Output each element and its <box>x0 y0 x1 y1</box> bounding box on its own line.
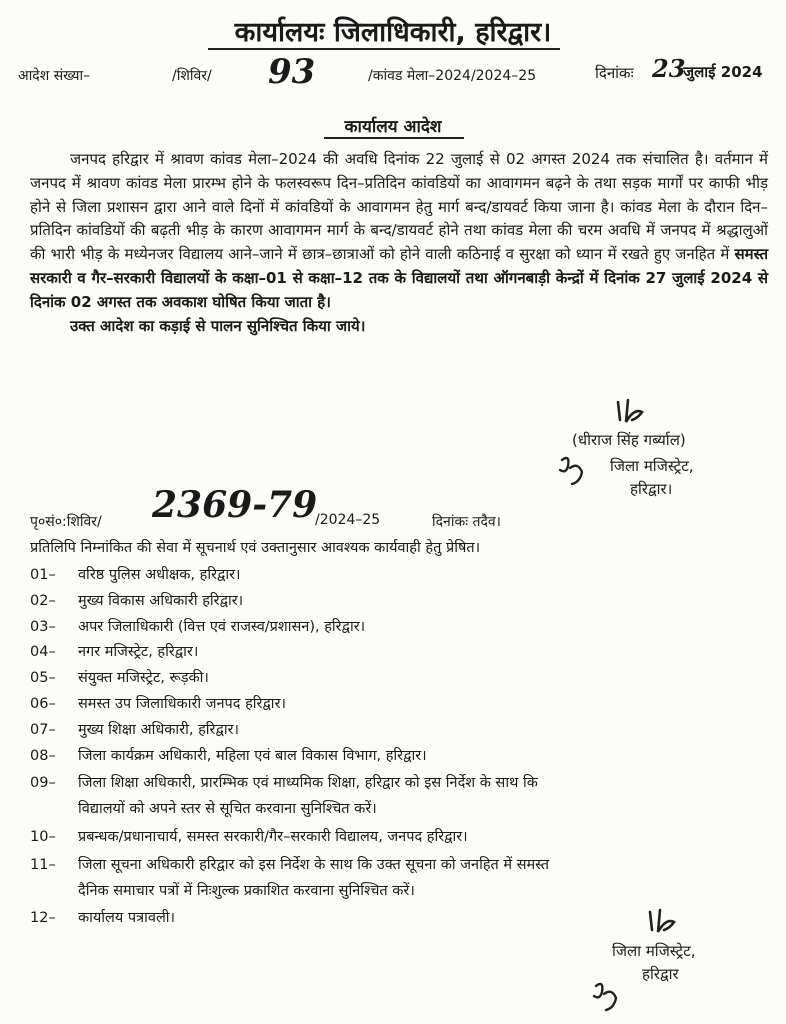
date-label: दिनांकः <box>595 64 634 82</box>
signatory-designation: जिला मजिस्ट्रेट, <box>610 457 694 475</box>
list-item-text: संयुक्त मजिस्ट्रेट, रूड़की। <box>78 670 209 687</box>
handwritten-date-day: 23 <box>652 54 686 83</box>
copy-reference-suffix: /2024–25 <box>315 512 381 528</box>
order-title: कार्यालय आदेश <box>344 117 442 137</box>
copy-intro: प्रतिलिपि निम्नांकित की सेवा में सूचनार्थ एवं उक्तानुसार आवश्यक कार्यवाही हेतु प्रेषित। <box>30 540 481 556</box>
list-item <box>30 589 770 615</box>
order-reference-suffix: /कांवड मेला–2024/2024–25 <box>368 68 537 84</box>
list-item <box>30 563 770 589</box>
list-item-text: मुख्य विकास अधिकारी हरिद्वार। <box>78 592 244 609</box>
signature-initials-mark-2 <box>642 908 682 942</box>
list-item-number: 10– <box>30 828 56 845</box>
list-item <box>30 615 770 641</box>
list-item-text: अपर जिलाधिकारी (वित्त एवं राजस्व/प्रशासन), हरिद्वार। <box>78 618 366 635</box>
order-body <box>30 148 768 338</box>
list-item <box>30 718 770 744</box>
list-item-number: 12– <box>30 910 56 927</box>
list-item-text: प्रबन्धक/प्रधानाचार्य, समस्त सरकारी/गैर–सरकारी विद्यालय, जनपद हरिद्वार। <box>78 828 468 845</box>
list-item-number: 06– <box>30 695 56 712</box>
office-header-title: कार्यालयः जिलाधिकारी, हरिद्वार। <box>234 17 552 48</box>
list-item <box>30 771 770 823</box>
distribution-list <box>30 563 770 932</box>
signatory-place: हरिद्वार। <box>630 480 673 498</box>
list-item-text: नगर मजिस्ट्रेट, हरिद्वार। <box>78 644 199 661</box>
list-item <box>30 825 770 851</box>
list-item <box>30 666 770 692</box>
signatory-designation-2: जिला मजिस्ट्रेट, <box>612 942 696 960</box>
order-paragraph-1 <box>30 148 768 315</box>
order-paragraph-1-bold: समस्त सरकारी व गैर–सरकारी विद्यालयों के कक्षा–01 से कक्षा–12 तक के विद्यालयों तथा ऑगनबाड़ी केन्द्रों में दिनांक 27 जुलाई 2024 से दिनांक 02 अगस्त तक अवकाश घोषित किया जाता है। <box>30 245 768 311</box>
list-item-text: मुख्य शिक्षा अधिकारी, हरिद्वार। <box>78 721 239 738</box>
list-item-number: 03– <box>30 618 56 635</box>
list-item <box>30 744 770 770</box>
copy-date: दिनांकः तदैव। <box>432 514 501 530</box>
list-item-number: 02– <box>30 592 56 609</box>
list-item-number: 07– <box>30 721 56 738</box>
list-item-text: जिला शिक्षा अधिकारी, प्रारम्भिक एवं माध्यमिक शिक्षा, हरिद्वार को इस निर्देश के साथ कि <box>78 775 538 792</box>
signature-initials-mark <box>610 398 650 432</box>
list-item-text: कार्यालय पत्रावली। <box>78 910 176 927</box>
order-number-label: आदेश संख्या– <box>18 68 91 84</box>
list-item-text: वरिष्ठ पुलिस अधीक्षक, हरिद्वार। <box>78 567 241 583</box>
header-underline <box>208 48 560 50</box>
list-item-number: 08– <box>30 747 56 764</box>
signatory-place-2: हरिद्वार <box>642 965 679 983</box>
order-paragraph-2: उक्त आदेश का कड़ाई से पालन सुनिश्चित किया जाये। <box>70 316 366 335</box>
signature-scribble-mark-2 <box>590 978 630 1014</box>
date-month-year: जुलाई 2024 <box>683 63 763 81</box>
list-item <box>30 692 770 718</box>
handwritten-copy-number: 2369-79 <box>152 484 318 526</box>
signatory-name: (धीराज सिंह गर्ब्याल) <box>572 431 686 449</box>
order-title-underline <box>324 137 464 139</box>
list-item <box>30 640 770 666</box>
list-item-number: 05– <box>30 670 56 687</box>
list-item-text: जिला सूचना अधिकारी हरिद्वार को इस निर्देश के साथ कि उक्त सूचना को जनहित में समस्त <box>78 856 550 873</box>
list-item <box>30 853 770 905</box>
list-item-continuation: विद्यालयों को अपने स्तर से सूचित करवाना सुनिश्चित करें। <box>78 801 377 818</box>
list-item-number: 11– <box>30 856 56 873</box>
order-camp-label: /शिविर/ <box>172 68 212 84</box>
handwritten-order-number: 93 <box>268 52 316 92</box>
signature-scribble-mark <box>556 452 592 490</box>
list-item-continuation: दैनिक समाचार पत्रों में निःशुल्क प्रकाशित करवाना सुनिश्चित करें। <box>78 882 415 899</box>
list-item-text: जिला कार्यक्रम अधिकारी, महिला एवं बाल विकास विभाग, हरिद्वार। <box>78 747 427 764</box>
list-item-number: 04– <box>30 644 56 661</box>
copy-reference-label: पृ०सं०:शिविर/ <box>30 514 102 530</box>
list-item-number: 09– <box>30 775 56 792</box>
list-item-text: समस्त उप जिलाधिकारी जनपद हरिद्वार। <box>78 695 286 712</box>
list-item-number: 01– <box>30 567 56 583</box>
order-paragraph-1-text: जनपद हरिद्वार में श्रावण कांवड मेला–2024 की अवधि दिनांक 22 जुलाई से 02 अगस्त 2024 तक संचालित है। वर्तमान में जनपद में श्रावण कांवड मेला प्रारम्भ होने के फलस्वरूप दिन–प्रतिदिन कांवडियों का आवागमन बढ़ने के तथा सड़क मार्गों पर काफी भीड़ होने से जिला प्रशासन द्वारा आने वाले दिनों में कांवडियों के आवागमन हेतु मार्ग बन्द/डायवर्ट किया जाना है। कांवड मेला के दौरान दिन–प्रतिदिन कांवडियों की बढ़ती भीड़ के कारण आवागमन मार्ग के बन्द/डायवर्ट होने तथा कांवड मेला की चरम अवधि में जनपद में श्रद्धालुओं की भारी भीड़ के मध्येनजर विद्यालय आने–जाने में छात्र–छात्राओं को होने वाली कठिनाई व सुरक्षा को ध्यान में रखते हुए जनहित में <box>30 150 768 264</box>
